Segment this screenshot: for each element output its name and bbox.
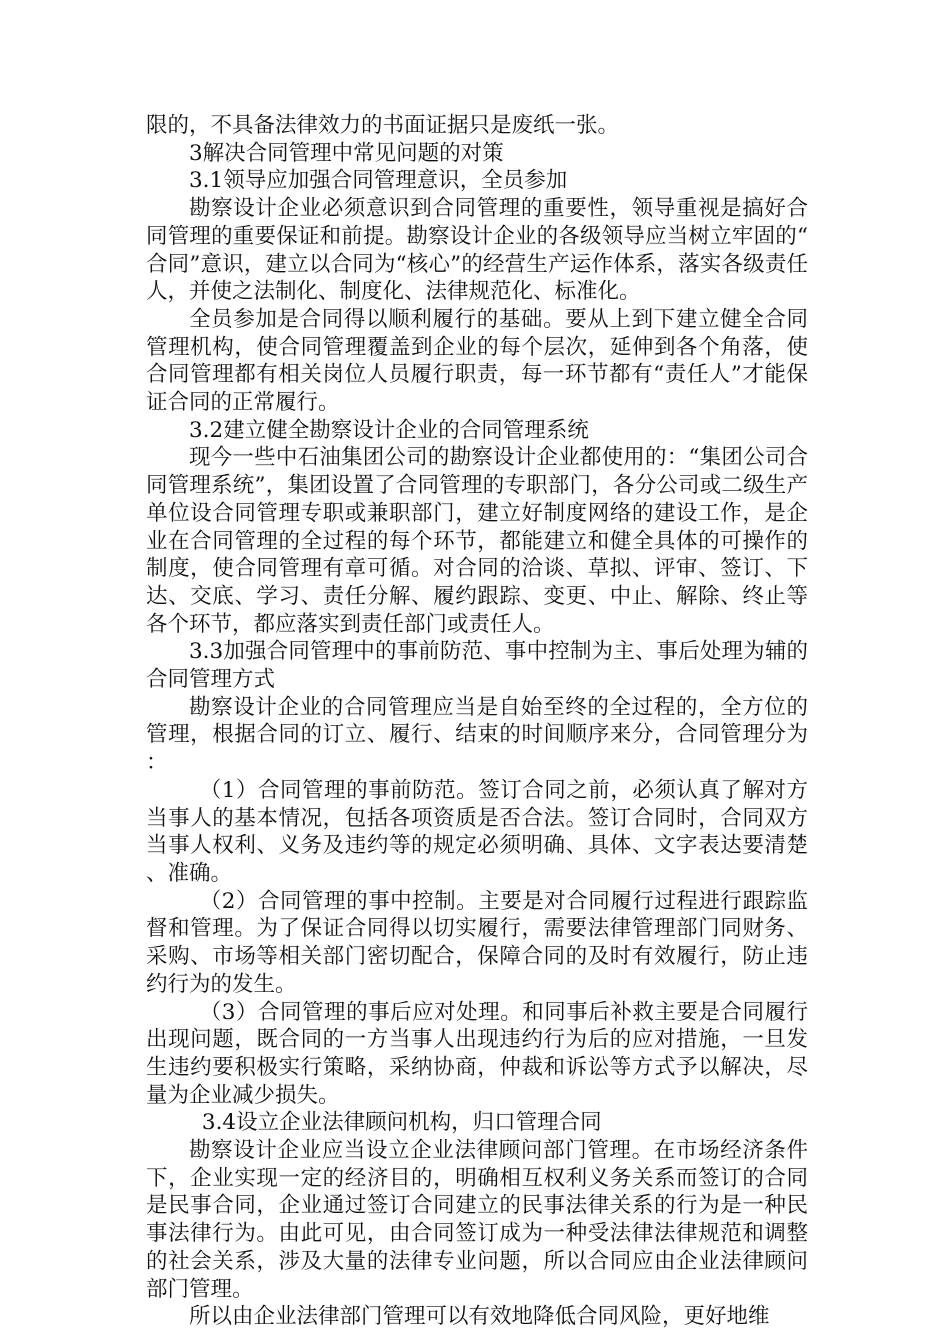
section-heading-3: 3解决合同管理中常见问题的对策	[189, 140, 504, 166]
section-heading-3-3: 3.3加强合同管理中的事前防范、事中控制为主、事后处理为辅的合同管理方式	[146, 639, 808, 693]
paragraph-system: 现今一些中石油集团公司的勘察设计企业都使用的：“集团公司合同管理系统”，集团设置了合同管理的专职部门，各分公司或二级生产单位设合同管理专职或兼职部门，建立好制度网络的建设工作，是企业在合同管理的全过程的每个环节，都能建立和健全具体的可操作的制度，使合同管理有章可循。对合同的洽谈、草拟、评审、签订、下达、交底、学习、责任分解、履约跟踪、变更、中止、解除、终止等各个环节，都应落实到责任部门或责任人。	[146, 445, 808, 637]
list-item-handling: （3）合同管理的事后应对处理。和同事后补救主要是合同履行出现问题，既合同的一方当事人出现违约行为后的应对措施，一旦发生违约要积极实行策略，采纳协商，仲裁和诉讼等方式予以解决，尽量为企业减少损失。	[146, 999, 808, 1108]
paragraph-participation: 全员参加是合同得以顺利履行的基础。要从上到下建立健全合同管理机构，使合同管理覆盖到企业的每个层次，延伸到各个角落，使合同管理都有相关岗位人员履行职责，每一环节都有“责任人”才能保证合同的正常履行。	[146, 306, 808, 416]
paragraph-legal-department: 勘察设计企业应当设立企业法律顾问部门管理。在市场经济条件下，企业实现一定的经济目的，明确相互权利义务关系而签订的合同是民事合同，企业通过签订合同建立的民事法律关系的行为是一种民事法律行为。由此可见，由合同签订成为一种受法律法律规范和调整的社会关系，涉及大量的法律专业问题，所以合同应由企业法律顾问部门管理。	[146, 1138, 808, 1302]
paragraph-conclusion: 所以由企业法律部门管理可以有效地降低合同风险，更好地维	[189, 1304, 770, 1330]
paragraph-leadership: 勘察设计企业必须意识到合同管理的重要性，领导重视是搞好合同管理的重要保证和前提。勘察设计企业的各级领导应当树立牢固的“合同”意识，建立以合同为“核心”的经营生产运作体系，落实各级责任人，并使之法制化、制度化、法律规范化、标准化。	[146, 196, 808, 305]
list-item-prevention: （1）合同管理的事前防范。签订合同之前，必须认真了解对方当事人的基本情况，包括各项资质是否合法。签订合同时，合同双方当事人权利、义务及违约等的规定必须明确、具体、文字表达要清楚、准确。	[146, 777, 808, 886]
paragraph-continuation: 限的，不具备法律效力的书面证据只是废纸一张。	[146, 113, 620, 138]
paragraph-management-method: 勘察设计企业的合同管理应当是自始至终的全过程的，全方位的管理，根据合同的订立、履行、结束的时间顺序来分，合同管理分为：	[146, 694, 808, 776]
section-heading-3-4: 3.4设立企业法律顾问机构，归口管理合同	[201, 1110, 602, 1136]
section-heading-3-1: 3.1领导应加强合同管理意识，全员参加	[189, 168, 568, 194]
list-item-control: （2）合同管理的事中控制。主要是对合同履行过程进行跟踪监督和管理。为了保证合同得以切实履行，需要法律管理部门同财务、采购、市场等相关部门密切配合，保障合同的及时有效履行，防止违约行为的发生。	[146, 888, 808, 997]
section-heading-3-2: 3.2建立健全勘察设计企业的合同管理系统	[189, 417, 589, 443]
document-page	[146, 112, 808, 1331]
